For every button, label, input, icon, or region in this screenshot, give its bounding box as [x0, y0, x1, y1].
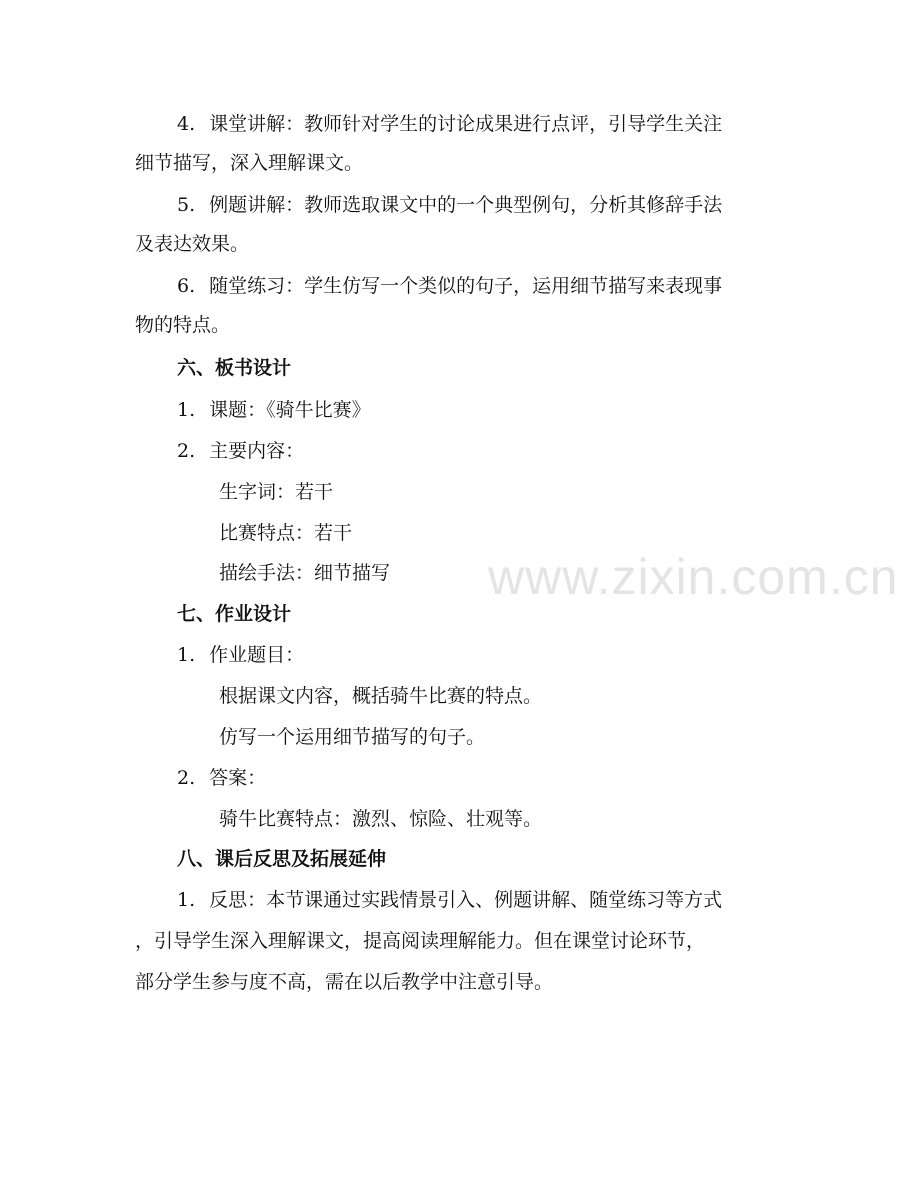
section-7-item-2-number: 2. [177, 767, 196, 789]
item-4-number: 4. [177, 113, 196, 135]
item-4-line-1 [177, 111, 722, 137]
section-6-item-1 [177, 397, 371, 423]
section-6-item-1-number: 1. [177, 399, 196, 421]
item-5-line-1 [177, 192, 722, 218]
section-7-item-1 [177, 642, 304, 668]
section-7-sub-2: 仿写一个运用细节描写的句子。 [219, 726, 486, 748]
item-5-text: 例题讲解：教师选取课文中的一个典型例句，分析其修辞手法 [209, 194, 723, 216]
item-5-line-2: 及表达效果。 [135, 233, 250, 255]
section-8-item-1-text: 反思：本节课通过实践情景引入、例题讲解、随堂练习等方式 [209, 889, 723, 911]
item-6-line-2: 物的特点。 [135, 314, 231, 336]
section-8-item-1-line-1 [177, 887, 722, 913]
section-7-item-2 [177, 765, 266, 791]
item-5-number: 5. [177, 194, 196, 216]
section-8-item-1-line-2: ，引导学生深入理解课文，提高阅读理解能力。但在课堂讨论环节， [135, 930, 706, 952]
section-7-heading: 七、作业设计 [177, 603, 292, 625]
item-4-line-2: 细节描写，深入理解课文。 [135, 152, 364, 174]
section-7-item-2-text: 答案： [209, 767, 267, 789]
section-8-item-1-line-3: 部分学生参与度不高，需在以后教学中注意引导。 [135, 971, 554, 993]
section-7-sub-1: 根据课文内容，概括骑牛比赛的特点。 [219, 685, 543, 707]
section-6-item-2-text: 主要内容： [209, 440, 305, 462]
section-6-heading: 六、板书设计 [177, 357, 292, 379]
section-6-sub-2: 比赛特点：若干 [219, 522, 353, 544]
item-6-line-1 [177, 273, 722, 299]
section-6-item-2 [177, 438, 304, 464]
section-7-sub-3: 骑牛比赛特点：激烈、惊险、壮观等。 [219, 808, 543, 830]
section-6-sub-3: 描绘手法：细节描写 [219, 562, 391, 584]
section-8-item-1-number: 1. [177, 889, 196, 911]
item-6-text: 随堂练习：学生仿写一个类似的句子，运用细节描写来表现事 [209, 275, 723, 297]
section-7-item-1-number: 1. [177, 644, 196, 666]
section-6-item-1-text: 课题：《骑牛比赛》 [209, 399, 371, 421]
item-6-number: 6. [177, 275, 196, 297]
section-7-item-1-text: 作业题目： [209, 644, 305, 666]
section-6-sub-1: 生字词：若干 [219, 481, 334, 503]
section-8-heading: 八、课后反思及拓展延伸 [177, 848, 387, 870]
watermark: www.zixin.com.cn [488, 549, 899, 605]
item-4-text: 课堂讲解：教师针对学生的讨论成果进行点评，引导学生关注 [209, 113, 723, 135]
section-6-item-2-number: 2. [177, 440, 196, 462]
